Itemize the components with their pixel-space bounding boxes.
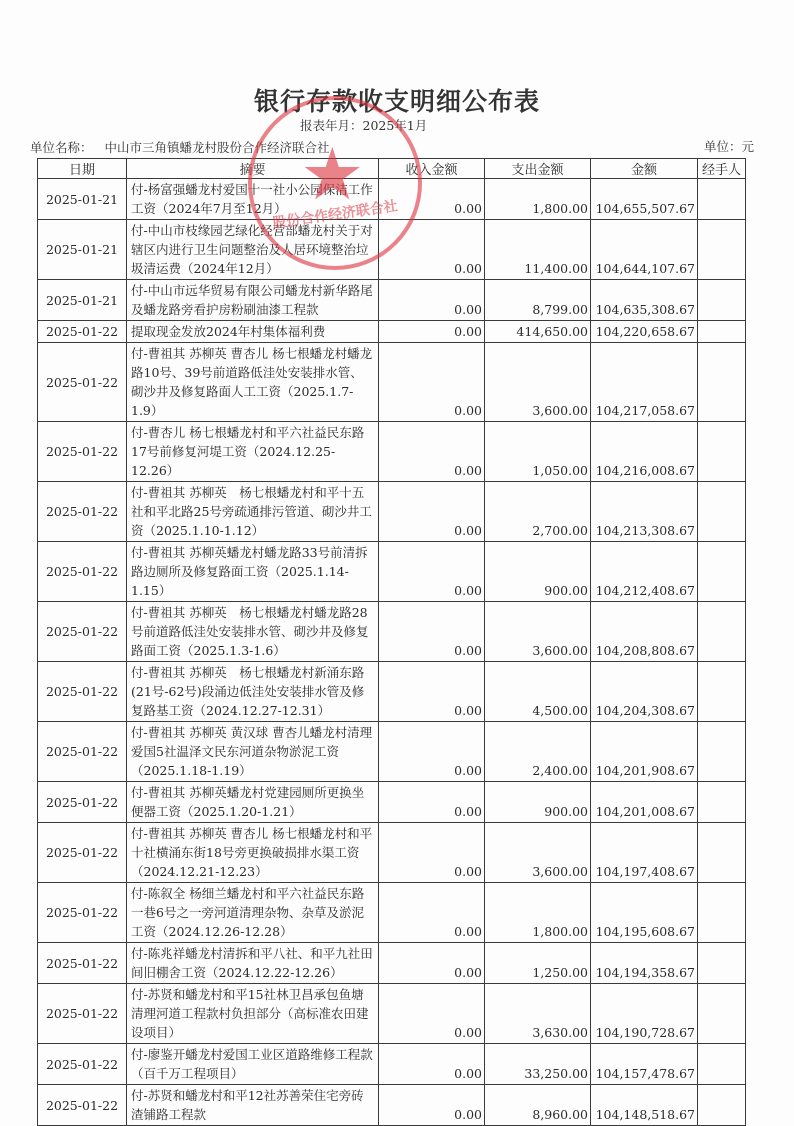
row-expense: 11,400.00 [485,220,591,280]
unit-name: 中山市三角镇蟠龙村股份合作经济联合社 [104,140,330,155]
table-row [38,422,746,482]
col-header-date: 日期 [38,159,127,179]
row-expense: 3,600.00 [485,602,591,662]
col-header-handler: 经手人 [698,159,746,179]
row-handler [698,321,746,343]
row-description: 付-曹祖其 苏柳英 杨七根蟠龙村和平十五社和平北路25号旁疏通排污管道、砌沙井工资（2025.1.10-1.12） [127,482,379,542]
col-header-description: 摘要 [127,159,379,179]
table-row [38,482,746,542]
row-handler [698,482,746,542]
row-balance: 104,201,008.67 [591,782,698,823]
row-balance: 104,204,308.67 [591,662,698,722]
row-date: 2025-01-22 [38,1085,127,1126]
row-income: 0.00 [379,883,485,943]
row-description: 付-杨富强蟠龙村爱国十一社小公园保洁工作工资（2024年7月至12月） [127,179,379,220]
col-header-income: 收入金额 [379,159,485,179]
row-description: 付-陈叙全 杨细兰蟠龙村和平六社益民东路一巷6号之一旁河道清理杂物、杂草及淤泥工资（2024.12.26-12.28） [127,883,379,943]
row-description: 付-曹祖其 苏柳英 曹杏儿 杨七根蟠龙村和平十社横涌东街18号旁更换破损排水渠工资（2024.12.21-12.23） [127,823,379,883]
row-date: 2025-01-22 [38,482,127,542]
row-expense: 3,600.00 [485,823,591,883]
row-balance: 104,644,107.67 [591,220,698,280]
row-income: 0.00 [379,179,485,220]
row-date: 2025-01-22 [38,422,127,482]
star-icon: ★ [300,132,365,216]
row-description: 付-中山市远华贸易有限公司蟠龙村新华路尾及蟠龙路旁看护房粉刷油漆工程款 [127,280,379,321]
row-income: 0.00 [379,482,485,542]
row-date: 2025-01-22 [38,662,127,722]
row-date: 2025-01-22 [38,823,127,883]
row-income: 0.00 [379,943,485,984]
row-description: 付-苏贤和蟠龙村和平15社林卫昌承包鱼塘清理河道工程款村负担部分（高标准农田建设项目） [127,984,379,1044]
row-income: 0.00 [379,662,485,722]
row-handler [698,1044,746,1085]
row-description: 付-曹祖其 苏柳英 黄汉球 曹杏儿蟠龙村清理爱国5社温泽文民东河道杂物淤泥工资（2025.1.18-1.19） [127,722,379,782]
table-row [38,984,746,1044]
table-row [38,179,746,220]
row-balance: 104,635,308.67 [591,280,698,321]
row-date: 2025-01-22 [38,883,127,943]
row-expense: 2,700.00 [485,482,591,542]
row-balance: 104,213,308.67 [591,482,698,542]
row-expense: 1,800.00 [485,883,591,943]
row-date: 2025-01-22 [38,343,127,422]
row-balance: 104,197,408.67 [591,823,698,883]
currency-unit: 单位：元 [703,139,754,154]
table-row [38,943,746,984]
row-date: 2025-01-22 [38,321,127,343]
row-balance: 104,194,358.67 [591,943,698,984]
table-row [38,1044,746,1085]
row-balance: 104,216,008.67 [591,422,698,482]
row-income: 0.00 [379,722,485,782]
row-handler [698,280,746,321]
row-income: 0.00 [379,782,485,823]
row-description: 付-曹祖其 苏柳英蟠龙村党建园厕所更换坐便器工资（2025.1.20-1.21） [127,782,379,823]
table-row [38,1085,746,1126]
row-expense: 414,650.00 [485,321,591,343]
row-description: 付-曹祖其 苏柳英 曹杏儿 杨七根蟠龙村蟠龙路10号、39号前道路低洼处安装排水管、砌沙井及修复路面人工工资（2025.1.7-1.9） [127,343,379,422]
row-income: 0.00 [379,984,485,1044]
row-income: 0.00 [379,1044,485,1085]
row-expense: 4,500.00 [485,662,591,722]
row-income: 0.00 [379,343,485,422]
table-row [38,602,746,662]
table-row [38,782,746,823]
row-handler [698,722,746,782]
row-date: 2025-01-22 [38,984,127,1044]
row-balance: 104,220,658.67 [591,321,698,343]
row-income: 0.00 [379,220,485,280]
row-balance: 104,190,728.67 [591,984,698,1044]
row-income: 0.00 [379,542,485,602]
transactions-table [37,158,746,1126]
unit-name-line [30,138,330,156]
row-handler [698,662,746,722]
row-handler [698,343,746,422]
row-handler [698,179,746,220]
row-expense: 3,630.00 [485,984,591,1044]
row-handler [698,883,746,943]
seal-text: 股份合作经济联合社 [271,198,399,232]
table-row [38,542,746,602]
row-income: 0.00 [379,280,485,321]
row-balance: 104,217,058.67 [591,343,698,422]
unit-name-label: 单位名称： [30,140,93,155]
row-income: 0.00 [379,422,485,482]
row-handler [698,542,746,602]
row-balance: 104,655,507.67 [591,179,698,220]
row-balance: 104,195,608.67 [591,883,698,943]
row-date: 2025-01-22 [38,722,127,782]
row-expense: 8,960.00 [485,1085,591,1126]
page-title: 银行存款收支明细公布表 [253,87,540,116]
row-balance: 104,157,478.67 [591,1044,698,1085]
row-date: 2025-01-22 [38,602,127,662]
row-income: 0.00 [379,1085,485,1126]
table-row [38,883,746,943]
col-header-expense: 支出金额 [485,159,591,179]
row-income: 0.00 [379,823,485,883]
row-balance: 104,212,408.67 [591,542,698,602]
row-description: 付-苏贤和蟠龙村和平12社苏善荣住宅旁砖渣铺路工程款 [127,1085,379,1126]
row-expense: 1,800.00 [485,179,591,220]
row-expense: 2,400.00 [485,722,591,782]
row-description: 付-中山市枝缘园艺绿化经营部蟠龙村关于对辖区内进行卫生问题整治及人居环境整治垃圾清运费（2024年12月） [127,220,379,280]
table-row [38,343,746,422]
row-handler [698,943,746,984]
table-row [38,722,746,782]
row-description: 付-陈兆祥蟠龙村清拆和平八社、和平九社田间旧棚舍工资（2024.12.22-12.26） [127,943,379,984]
report-period: 报表年月：2025年1月 [300,118,428,133]
row-balance: 104,148,518.67 [591,1085,698,1126]
row-date: 2025-01-21 [38,179,127,220]
col-header-balance: 金额 [591,159,698,179]
row-expense: 900.00 [485,782,591,823]
row-description: 付-曹祖其 苏柳英蟠龙村蟠龙路33号前清拆路边厕所及修复路面工资（2025.1.14-1.15） [127,542,379,602]
row-income: 0.00 [379,602,485,662]
row-handler [698,984,746,1044]
row-income: 0.00 [379,321,485,343]
row-description: 付-曹祖其 苏柳英 杨七根蟠龙村蟠龙路28号前道路低洼处安装排水管、砌沙井及修复路面工资（2025.1.3-1.6） [127,602,379,662]
row-handler [698,422,746,482]
row-handler [698,823,746,883]
row-handler [698,220,746,280]
row-expense: 33,250.00 [485,1044,591,1085]
row-description: 付-廖鉴开蟠龙村爱国工业区道路维修工程款（百千万工程项目） [127,1044,379,1085]
row-date: 2025-01-22 [38,782,127,823]
row-expense: 8,799.00 [485,280,591,321]
row-description: 付-曹祖其 苏柳英 杨七根蟠龙村新涌东路(21号-62号)段涌边低洼处安装排水管及修复路基工资（2024.12.27-12.31） [127,662,379,722]
row-expense: 3,600.00 [485,343,591,422]
table-row [38,823,746,883]
table-row [38,662,746,722]
row-expense: 1,250.00 [485,943,591,984]
row-date: 2025-01-22 [38,1044,127,1085]
row-balance: 104,201,908.67 [591,722,698,782]
row-date: 2025-01-21 [38,280,127,321]
row-description: 提取现金发放2024年村集体福利费 [127,321,379,343]
row-expense: 1,050.00 [485,422,591,482]
row-date: 2025-01-22 [38,943,127,984]
table-row [38,280,746,321]
row-expense: 900.00 [485,542,591,602]
table-header-row [38,159,746,179]
row-balance: 104,208,808.67 [591,602,698,662]
row-date: 2025-01-22 [38,542,127,602]
row-description: 付-曹杏儿 杨七根蟠龙村和平六社益民东路17号前修复河堤工资（2024.12.25-12.26） [127,422,379,482]
row-handler [698,1085,746,1126]
table-row [38,321,746,343]
row-handler [698,782,746,823]
row-handler [698,602,746,662]
table-row [38,220,746,280]
row-date: 2025-01-21 [38,220,127,280]
